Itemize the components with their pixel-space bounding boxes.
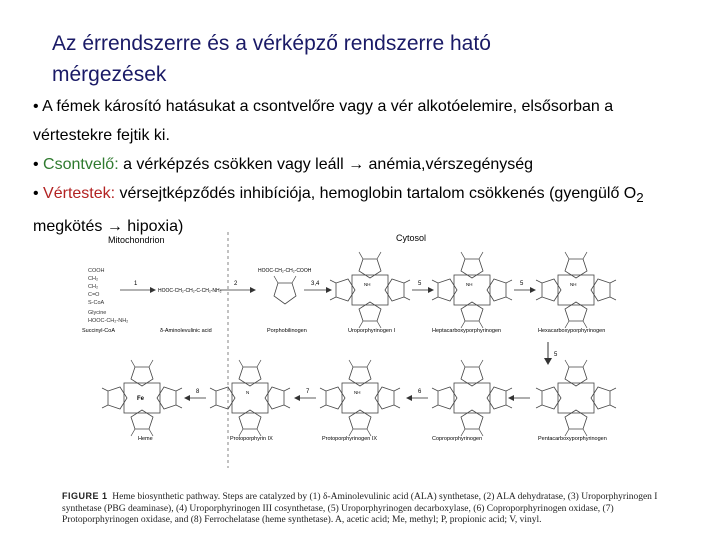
compound-heptacarboxyporphyrinogen: Heptacarboxyporphyrinogen bbox=[432, 328, 502, 334]
bullet-list bbox=[33, 92, 693, 241]
bullet-bone-marrow bbox=[33, 150, 693, 179]
pentacarboxyporphyrinogen-ring bbox=[536, 360, 616, 436]
svg-text:NH: NH bbox=[354, 390, 361, 395]
step-label-7: 7 bbox=[306, 389, 310, 395]
bullet-blood-cells-text-end: megkötés → hipoxia) bbox=[33, 218, 184, 236]
succinyl-coa-structure bbox=[88, 268, 128, 324]
step-label-2: 2 bbox=[234, 281, 238, 287]
compound-porphobilinogen: Porphobilinogen bbox=[267, 328, 307, 334]
svg-text:Glycine: Glycine bbox=[88, 310, 107, 316]
hexacarboxyporphyrinogen-ring bbox=[536, 252, 616, 328]
title-line-1: Az érrendszerre és a vérképző rendszerre ható bbox=[52, 32, 491, 55]
bullet-marker: • bbox=[33, 185, 44, 202]
compound-succinyl-coa: Succinyl-CoA bbox=[82, 328, 116, 334]
mitochondrion-label: Mitochondrion bbox=[108, 235, 165, 245]
protoporphyrin-ring bbox=[210, 360, 290, 436]
compound-hexacarboxyporphyrinogen: Hexacarboxyporphyrinogen bbox=[538, 328, 606, 334]
caption-text: Heme biosynthetic pathway. Steps are catalyzed by (1) δ-Aminolevulinic acid (ALA) synthetase, (2) ALA dehydratase, (3) Uroporphyrinogen I synthetase (PBG deaminase), (4) Uroporphyrinogen III cosynthetase, (5) Uroporphyrinogen decarboxylase, (6) Coproporphyrinogen oxidase, (7) Protoporphyrinogen oxidase, and (8) Ferrochelatase (heme synthetase). A, acetic acid; Me, methyl; P, propionic acid; V, vinyl. bbox=[62, 492, 658, 525]
compound-pentacarboxyporphyrinogen: Pentacarboxyporphyrinogen bbox=[538, 436, 607, 442]
uroporphyrinogen-ring bbox=[330, 252, 410, 328]
compound-protoporphyrinogen: Protoporphyrinogen IX bbox=[322, 436, 378, 442]
step-label-5c: 5 bbox=[554, 352, 558, 358]
compound-coproporphyrinogen: Coproporphyrinogen bbox=[432, 436, 483, 442]
ala-structure bbox=[120, 281, 222, 294]
pbg-formula: HOOC-CH₂-CH₂-COOH bbox=[258, 268, 312, 274]
step-label-3-4: 3,4 bbox=[311, 281, 320, 287]
step-label-5b: 5 bbox=[520, 281, 524, 287]
svg-text:NH: NH bbox=[364, 282, 371, 287]
pathway-diagram bbox=[60, 228, 660, 490]
step-label-1: 1 bbox=[134, 281, 138, 287]
figure-caption bbox=[62, 491, 662, 527]
term-bone-marrow: Csontvelő: bbox=[43, 156, 119, 173]
step-label-6: 6 bbox=[418, 389, 422, 395]
caption-label: FIGURE 1 bbox=[62, 491, 108, 501]
compound-uroporphyrinogen: Uroporphyrinogen I bbox=[348, 328, 396, 334]
slide-title bbox=[52, 28, 672, 90]
ala-formula: HOOC-CH₂-CH₂-C-CH₂-NH₂ bbox=[158, 288, 222, 294]
title-line-2: mérgezések bbox=[52, 63, 167, 86]
svg-text:COOH: COOH bbox=[88, 268, 105, 274]
bullet-bone-marrow-text: a vérképzés csökken vagy leáll → anémia,vérszegénység bbox=[118, 156, 534, 173]
iron-atom: Fe bbox=[137, 396, 145, 402]
heptacarboxyporphyrinogen-ring bbox=[432, 252, 512, 328]
coproporphyrinogen-ring bbox=[432, 360, 512, 436]
svg-text:C=O: C=O bbox=[88, 292, 100, 298]
step-label-8: 8 bbox=[196, 389, 200, 395]
porphobilinogen-structure bbox=[258, 268, 312, 304]
compound-ala: δ-Aminolevulinic acid bbox=[160, 328, 212, 334]
svg-text:S-CoA: S-CoA bbox=[88, 300, 105, 306]
svg-text:N: N bbox=[246, 390, 250, 395]
cytosol-label: Cytosol bbox=[396, 233, 427, 243]
protoporphyrinogen-ring bbox=[320, 360, 400, 436]
compound-protoporphyrin: Protoporphyrin IX bbox=[230, 436, 273, 442]
bullet-metals: • A fémek károsító hatásukat a csontvelőre vagy a vér alkotóelemire, elsősorban a vértestekre fejtik ki. bbox=[33, 98, 614, 144]
svg-text:CH₂: CH₂ bbox=[88, 276, 99, 282]
compound-heme: Heme bbox=[138, 436, 153, 442]
bullet-marker: • bbox=[33, 156, 44, 173]
svg-text:NH: NH bbox=[466, 282, 473, 287]
svg-text:CH₂: CH₂ bbox=[88, 284, 99, 290]
svg-text:NH: NH bbox=[570, 282, 577, 287]
term-blood-cells: Vértestek: bbox=[43, 185, 116, 202]
step-label-5a: 5 bbox=[418, 281, 422, 287]
bullet-blood-cells-text: vérsejtképződés inhibíciója, hemoglobin tartalom csökkenés (gyengülő O bbox=[115, 185, 637, 202]
oxygen-subscript: 2 bbox=[636, 190, 644, 206]
heme-pathway-figure bbox=[60, 228, 660, 495]
svg-text:HOOC-CH₂-NH₂: HOOC-CH₂-NH₂ bbox=[88, 318, 129, 324]
